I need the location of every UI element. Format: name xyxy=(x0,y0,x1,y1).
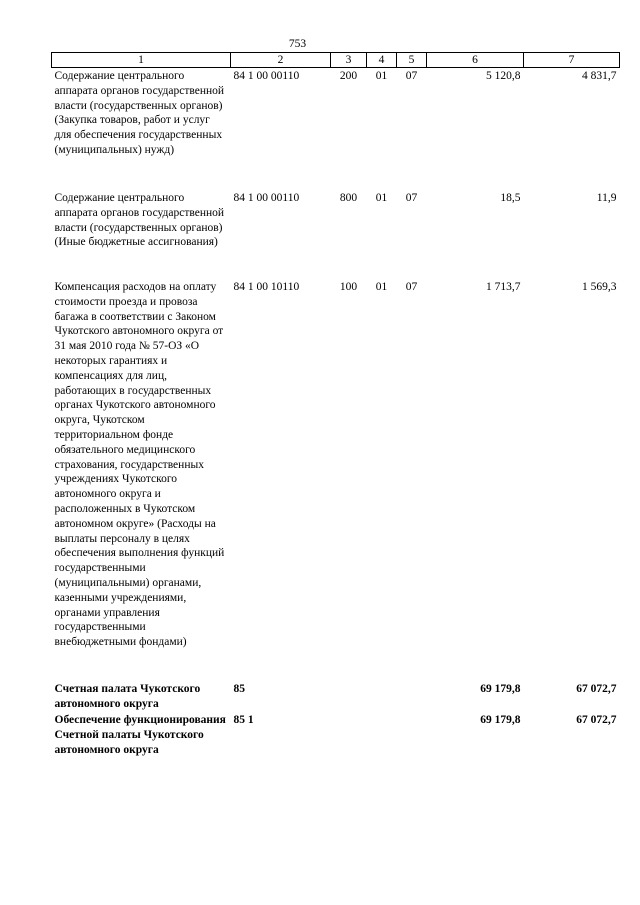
row-section xyxy=(367,712,397,773)
row-section xyxy=(367,681,397,712)
row-name: Обеспечение функционирования Счетной палаты Чукотского автономного округа xyxy=(54,714,226,756)
table-row xyxy=(52,681,620,712)
column-header-1: 1 xyxy=(52,53,231,68)
column-header-3: 3 xyxy=(331,53,367,68)
column-header-7: 7 xyxy=(524,53,620,68)
row-section: 01 xyxy=(375,70,388,82)
table-row xyxy=(52,279,620,681)
row-name: Содержание центрального аппарата органов государственной власти (государственных органов) (Закупка товаров, работ и услуг для обеспечения государственных (муниципальных) нужд) xyxy=(54,70,225,156)
row-code: 84 1 00 00110 xyxy=(233,70,300,82)
row-subsection xyxy=(397,712,427,773)
row-name: Содержание центрального аппарата органов государственной власти (государственных органов) (Иные бюджетные ассигнования) xyxy=(54,192,225,249)
row-amount-7: 67 072,7 xyxy=(576,683,617,695)
row-expense-type: 200 xyxy=(339,70,358,82)
row-subsection: 07 xyxy=(405,70,418,82)
row-code: 85 1 xyxy=(233,714,254,726)
column-header-6: 6 xyxy=(427,53,524,68)
row-name: Компенсация расходов на оплату стоимости проезда и провоза багажа в соответствии с Законом Чукотского автономного округа от 31 мая 2010 года № 57-ОЗ «О некоторых гарантиях и компенсациях для лиц, работающих в государственных органах Чукотского автономного округа, Чукотском территориальном фонде обязательного медицинского страхования, государственных учреждениях Чукотского автономного округа и расположенных в Чукотском автономном округе» (Расходы на выплаты персоналу в целях обеспечения выполнения функций государственными (муниципальными) органами, казенными учреждениями, органами управления государственными внебюджетными фондами) xyxy=(54,281,225,649)
row-subsection: 07 xyxy=(405,192,418,204)
row-expense-type: 100 xyxy=(339,281,358,293)
row-amount-7: 1 569,3 xyxy=(582,281,617,293)
row-code: 84 1 00 10110 xyxy=(233,281,300,293)
row-section: 01 xyxy=(375,281,388,293)
table-header-row xyxy=(52,53,620,68)
row-subsection: 07 xyxy=(405,281,418,293)
column-header-4: 4 xyxy=(367,53,397,68)
row-expense-type xyxy=(331,681,367,712)
table-row xyxy=(52,68,620,191)
row-amount-7: 11,9 xyxy=(596,192,617,204)
row-section: 01 xyxy=(375,192,388,204)
row-amount-7: 4 831,7 xyxy=(582,70,617,82)
row-expense-type xyxy=(331,712,367,773)
column-header-5: 5 xyxy=(397,53,427,68)
row-expense-type: 800 xyxy=(339,192,358,204)
row-amount-6: 69 179,8 xyxy=(480,714,521,726)
table-row xyxy=(52,712,620,773)
row-name: Счетная палата Чукотского автономного округа xyxy=(54,683,201,710)
row-amount-6: 5 120,8 xyxy=(486,70,521,82)
row-amount-6: 1 713,7 xyxy=(486,281,521,293)
budget-table xyxy=(51,52,620,773)
page-number: 753 xyxy=(288,38,307,50)
row-amount-6: 69 179,8 xyxy=(480,683,521,695)
row-amount-7: 67 072,7 xyxy=(576,714,617,726)
row-code: 84 1 00 00110 xyxy=(233,192,300,204)
row-code: 85 xyxy=(233,683,245,695)
column-header-2: 2 xyxy=(231,53,331,68)
row-subsection xyxy=(397,681,427,712)
table-row xyxy=(52,190,620,279)
row-amount-6: 18,5 xyxy=(500,192,521,204)
